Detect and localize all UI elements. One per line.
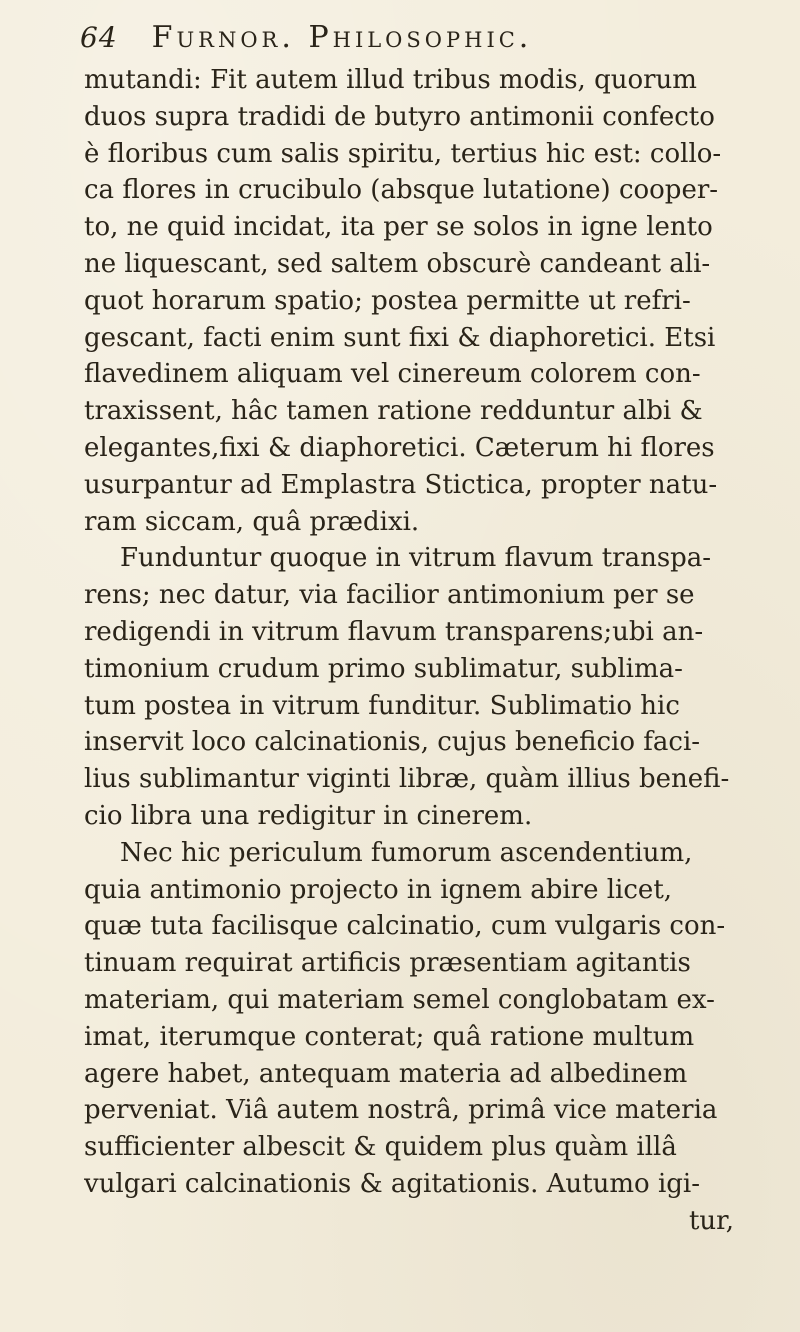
text-line: quæ tuta facilisque calcinatio, cum vulgaris con- (84, 911, 726, 942)
text-line: Nec hic periculum fumorum ascendentium, (120, 837, 693, 868)
text-line: redigendi in vitrum flavum transparens;ubi an- (84, 616, 704, 647)
text-line: perveniat. Viâ autem nostrâ, primâ vice materia (84, 1095, 718, 1126)
text-line: gescant, facti enim sunt fixi & diaphoretici. Etsi (84, 322, 716, 353)
text-line: mutandi: Fit autem illud tribus modis, quorum (84, 65, 697, 95)
text-line: tum postea in vitrum funditur. Sublimatio hic (84, 690, 680, 721)
text-line: tur, (688, 1205, 734, 1236)
text-line: to, ne quid incidat, ita per se solos in igne lento (84, 212, 713, 243)
text-line: elegantes,fixi & diaphoretici. Cæterum hi flores (84, 432, 715, 463)
text-line: lius sublimantur viginti libræ, quàm illius benefi- (84, 764, 730, 795)
text-line: sufficienter albescit & quidem plus quàm illâ (84, 1132, 677, 1163)
text-line: quot horarum spatio; postea permitte ut refri- (84, 285, 691, 316)
text-line: Funduntur quoque in vitrum flavum transpa- (120, 543, 712, 574)
text-line: vulgari calcinationis & agitationis. Autumo igi- (84, 1168, 701, 1199)
text-line: timonium crudum primo sublimatur, sublima- (84, 653, 683, 684)
text-line: tinuam requirat artificis præsentiam agitantis (84, 948, 691, 979)
text-line: usurpantur ad Emplastra Stictica, propter natu- (84, 469, 718, 500)
text-line: rens; nec datur, via facilior antimonium per se (84, 580, 695, 611)
text-line: ne liquescant, sed saltem obscurè candeant ali- (84, 248, 711, 279)
text-line: materiam, qui materiam semel conglobatam ex- (84, 984, 715, 1015)
text-line: ram siccam, quâ prædixi. (84, 506, 420, 537)
running-head: Furnor. Philosophic. (151, 19, 533, 55)
page-number: 64 (80, 20, 118, 54)
text-line: inservit loco calcinationis, cujus beneficio faci- (84, 727, 701, 758)
text-line: agere habet, antequam materia ad albedinem (84, 1058, 688, 1089)
text-line: quia antimonio projecto in ignem abire licet, (84, 874, 673, 905)
text-line: duos supra tradidi de butyro antimonii confecto (84, 101, 715, 132)
body-text (84, 62, 774, 1240)
text-line: traxissent, hâc tamen ratione redduntur albi & (84, 396, 703, 427)
text-line: imat, iterumque conterat; quâ ratione multum (84, 1021, 695, 1052)
page-header (80, 14, 720, 60)
text-line: cio libra una redigitur in cinerem. (84, 800, 533, 831)
text-line: è floribus cum salis spiritu, tertius hic est: collo- (84, 138, 722, 169)
text-line: flavedinem aliquam vel cinereum colorem con- (84, 359, 701, 390)
text-line: ca flores in crucibulo (absque lutatione) cooper- (84, 175, 719, 206)
